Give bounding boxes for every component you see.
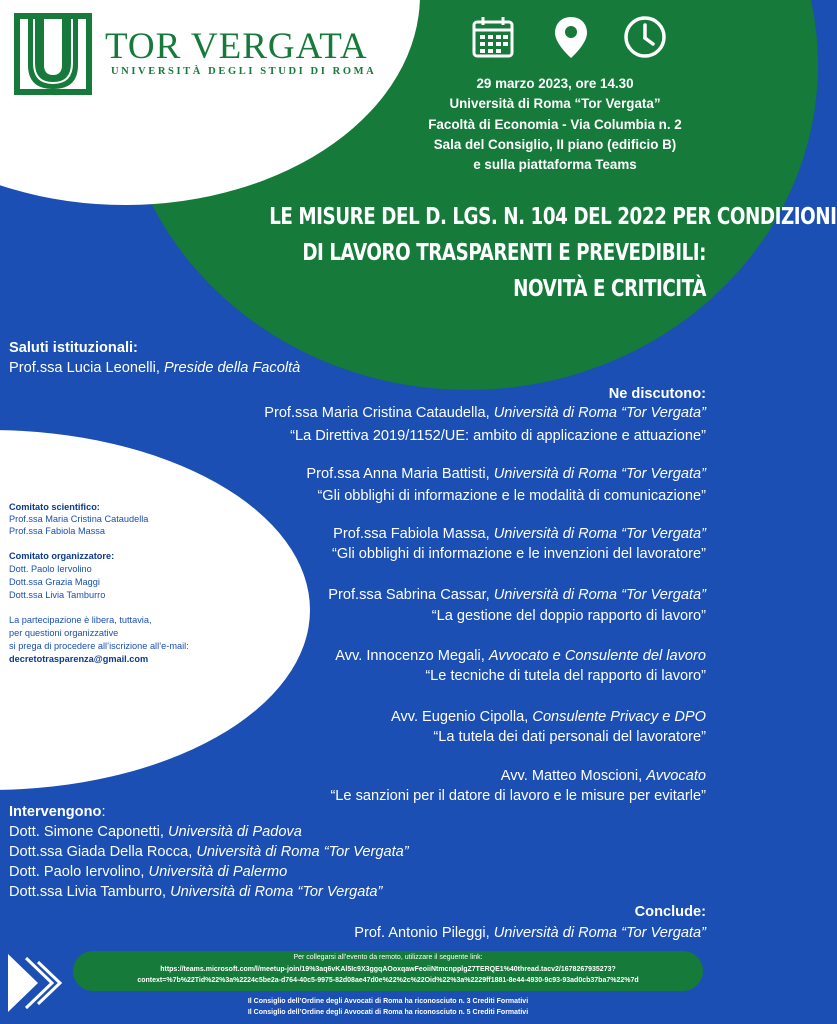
participant	[9, 864, 287, 880]
speaker-line	[264, 405, 706, 421]
committee-member: Dott.ssa Livia Tamburro	[9, 590, 106, 600]
credits-line: Il Consiglio dell’Ordine degli Avvocati di Roma ha riconosciuto n. 3 Crediti Formativi	[247, 998, 529, 1005]
speaker-line	[335, 648, 706, 664]
conclude-name: Prof. Antonio Pileggi,	[354, 925, 494, 941]
clock-icon	[622, 14, 668, 60]
play-arrows-icon	[4, 948, 74, 1018]
saluti-heading: Saluti istituzionali:	[9, 340, 138, 356]
speaker-name: Avv. Matteo Moscioni,	[500, 768, 647, 784]
registration-note: La partecipazione è libera, tuttavia,	[9, 615, 152, 625]
speaker-name: Prof.ssa Fabiola Massa,	[333, 526, 494, 542]
speaker-talk: “Gli obblighi di informazione e le modalità di comunicazione”	[317, 488, 706, 504]
participant-name: Dott. Paolo Iervolino,	[9, 864, 149, 880]
conclude-heading: Conclude:	[634, 904, 706, 920]
speaker-talk: “La Direttiva 2019/1152/UE: ambito di applicazione e attuazione”	[290, 428, 706, 444]
speaker-line	[391, 709, 706, 725]
speaker-name: Prof.ssa Maria Cristina Cataudella,	[264, 405, 494, 421]
logo-title: TOR VERGATA	[105, 26, 368, 67]
committee-member: Prof.ssa Fabiola Massa	[9, 526, 105, 536]
organizing-committee-heading: Comitato organizzatore:	[9, 551, 115, 561]
speaker-name: Prof.ssa Sabrina Cassar,	[328, 587, 494, 603]
speaker-line	[306, 466, 706, 482]
university-shield-logo	[14, 13, 92, 95]
saluti-name: Prof.ssa Lucia Leonelli,	[9, 360, 164, 376]
event-date-time: 29 marzo 2023, ore 14.30	[476, 76, 634, 91]
participant-affiliation: Università di Palermo	[148, 864, 288, 880]
logo-subtitle: UNIVERSITÀ DEGLI STUDI DI ROMA	[111, 66, 377, 77]
speaker-affiliation: Consulente Privacy e DPO	[532, 709, 706, 725]
title-line: DI LAVORO TRASPARENTI E PREVEDIBILI:	[302, 238, 706, 266]
event-title	[269, 198, 837, 306]
speaker-name: Avv. Innocenzo Megali,	[335, 648, 489, 664]
event-info	[390, 74, 720, 175]
speaker-name: Prof.ssa Anna Maria Battisti,	[306, 466, 494, 482]
speaker-affiliation: Università di Roma “Tor Vergata”	[493, 466, 706, 482]
participant	[9, 844, 409, 860]
committee-member: Prof.ssa Maria Cristina Cataudella	[9, 514, 149, 524]
speaker-line	[333, 526, 706, 542]
title-line: NOVITÀ E CRITICITÀ	[513, 274, 706, 302]
registration-email-link[interactable]: decretotrasparenza@gmail.com	[9, 654, 149, 664]
speaker-talk: “La gestione del doppio rapporto di lavoro”	[431, 608, 706, 624]
saluti-role: Preside della Facoltà	[163, 360, 301, 376]
speaker-line	[328, 587, 706, 603]
scientific-committee-heading: Comitato scientifico:	[9, 502, 100, 512]
speaker-affiliation: Avvocato e Consulente del lavoro	[488, 648, 706, 664]
calendar-icon	[470, 14, 516, 60]
committee-member: Dott. Paolo Iervolino	[9, 564, 92, 574]
registration-note: si prega di procedere all’iscrizione all’e-mail:	[9, 641, 189, 651]
intervengono-label: Intervengono	[9, 804, 102, 820]
conclude-speaker	[354, 925, 706, 941]
event-university: Università di Roma “Tor Vergata”	[449, 96, 661, 112]
intervengono-heading	[9, 804, 106, 820]
speaker-name: Avv. Eugenio Cipolla,	[390, 709, 533, 725]
participant-name: Dott. Simone Caponetti,	[9, 824, 168, 840]
speaker-affiliation: Avvocato	[646, 768, 706, 784]
teams-link-continued[interactable]: context=%7b%22Tid%22%3a%2224c5be2a-d764-40c5-9975-82d08ae47d0e%22%2c%22Oid%22%3a%2229ff1881-8e44-4930-9c93-93ad0cb37ba7%22%7d	[137, 977, 639, 984]
speaker-talk: “Gli obblighi di informazione e le invenzioni del lavoratore”	[332, 546, 706, 562]
speaker-talk: “Le sanzioni per il datore di lavoro e le misure per evitarle”	[330, 788, 706, 804]
intervengono-colon: :	[101, 804, 106, 820]
speaker-talk: “La tutela dei dati personali del lavoratore”	[433, 729, 706, 745]
participant-affiliation: Università di Padova	[168, 824, 302, 840]
teams-intro: Per collegarsi all’evento da remoto, utilizzare il seguente link:	[293, 954, 483, 961]
event-faculty: Facoltà di Economia - Via Columbia n. 2	[428, 116, 682, 132]
speaker-affiliation: Università di Roma “Tor Vergata”	[493, 405, 706, 421]
speaker-talk: “Le tecniche di tutela del rapporto di lavoro”	[425, 668, 706, 684]
speaker-affiliation: Università di Roma “Tor Vergata”	[493, 587, 706, 603]
participant-affiliation: Università di Roma “Tor Vergata”	[196, 844, 409, 860]
participant-name: Dott.ssa Livia Tamburro,	[9, 884, 171, 900]
participant	[9, 824, 302, 840]
saluti-speaker	[9, 360, 300, 376]
event-room: Sala del Consiglio, II piano (edificio B)	[433, 136, 677, 152]
white-circle-background-left	[0, 430, 310, 790]
event-platform: e sulla piattaforma Teams	[473, 157, 637, 173]
discutono-heading: Ne discutono:	[608, 386, 706, 402]
speaker-line	[501, 768, 706, 784]
location-pin-icon	[548, 14, 594, 60]
conclude-affiliation: Università di Roma “Tor Vergata”	[493, 925, 706, 941]
registration-note: per questioni organizzative	[9, 628, 119, 638]
participant-name: Dott.ssa Giada Della Rocca,	[9, 844, 197, 860]
credits-line: Il Consiglio dell’Ordine degli Avvocati di Roma ha riconosciuto n. 5 Crediti Formativi	[247, 1009, 529, 1016]
participant-affiliation: Università di Roma “Tor Vergata”	[170, 884, 383, 900]
speaker-affiliation: Università di Roma “Tor Vergata”	[493, 526, 706, 542]
title-line: LE MISURE DEL D. LGS. N. 104 DEL 2022 PER CONDIZIONI	[269, 202, 837, 230]
committee-member: Dott.ssa Grazia Maggi	[9, 577, 100, 587]
teams-link[interactable]: https://teams.microsoft.com/l/meetup-join/19%3aq6vKAl5Ic9X3ggqAOoxqawFeoiiNtmcnpplgZ7TERQE1%40thread.tacv2/1678267935273?	[160, 966, 616, 973]
participant	[9, 884, 382, 900]
